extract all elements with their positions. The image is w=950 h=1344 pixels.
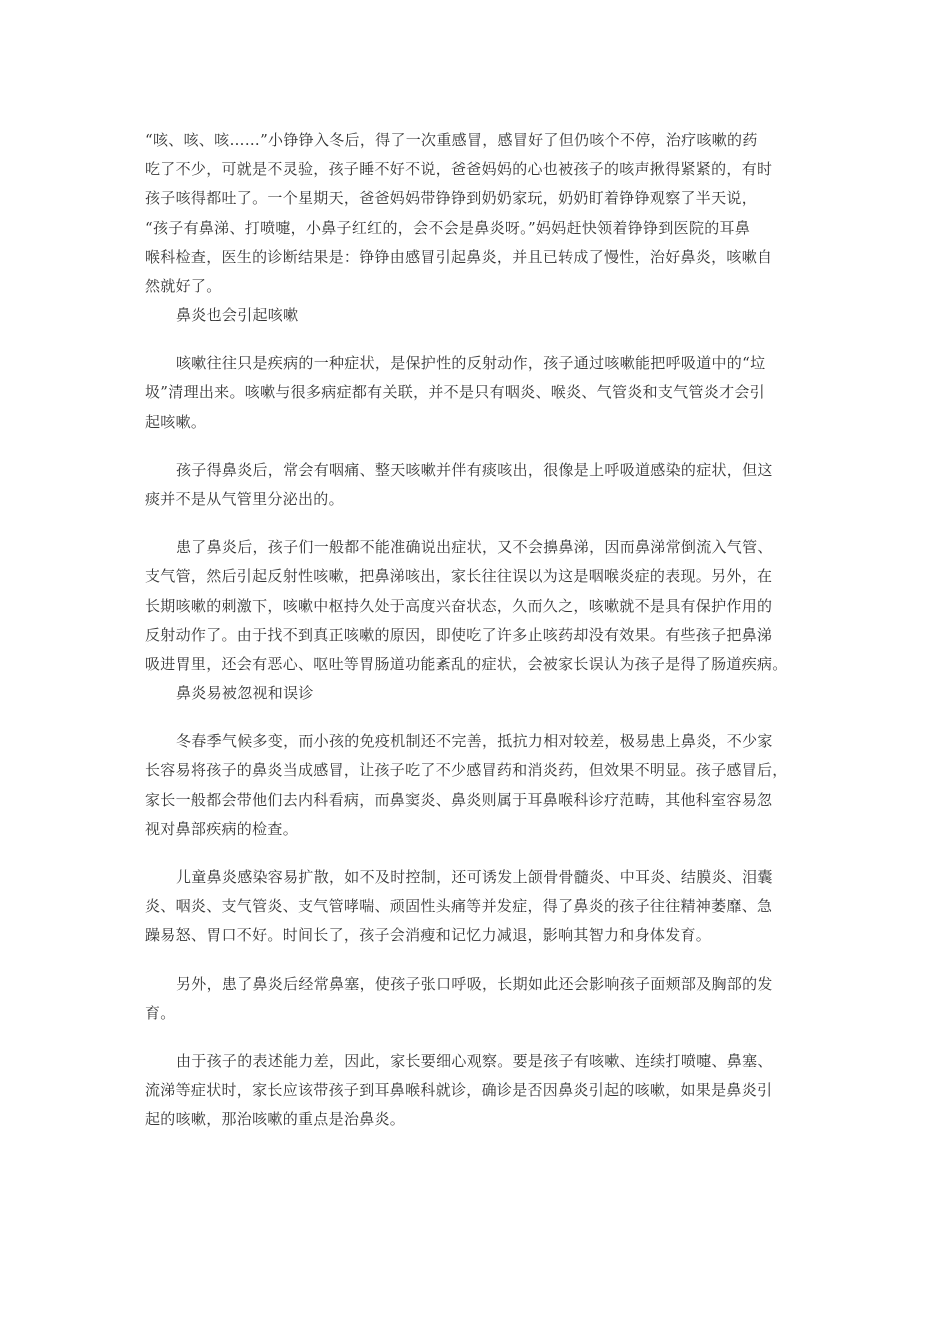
text-line: 吸进胃里，还会有恶心、呕吐等胃肠道功能紊乱的症状，会被家长误认为孩子是得了肠道疾病。 — [145, 655, 788, 674]
text-line: 长期咳嗽的刺激下，咳嗽中枢持久处于高度兴奋状态，久而久之，咳嗽就不是具有保护作用的 — [145, 596, 773, 615]
text-line: 喉科检查，医生的诊断结果是：铮铮由感冒引起鼻炎，并且已转成了慢性，治好鼻炎，咳嗽自 — [145, 247, 773, 266]
intro-paragraph — [145, 126, 807, 301]
text-line: 咳嗽往往只是疾病的一种症状，是保护性的反射动作，孩子通过咳嗽能把呼吸道中的“垃 — [176, 354, 766, 373]
paragraph-7 — [145, 1047, 807, 1135]
text-line: 育。 — [145, 1003, 176, 1022]
text-line: “孩子有鼻涕、打喷嚏，小鼻子红红的，会不会是鼻炎呀。”妈妈赶快领着铮铮到医院的耳鼻 — [145, 218, 751, 237]
text-line: 另外，患了鼻炎后经常鼻塞，使孩子张口呼吸，长期如此还会影响孩子面颊部及胸部的发 — [176, 974, 773, 993]
paragraph-4 — [145, 727, 807, 844]
text-line: 吃了不少，可就是不灵验，孩子睡不好不说，爸爸妈妈的心也被孩子的咳声揪得紧紧的，有时 — [145, 160, 773, 179]
text-line: 流涕等症状时，家长应该带孩子到耳鼻喉科就诊，确诊是否因鼻炎引起的咳嗽，如果是鼻炎引 — [145, 1081, 773, 1100]
text-line: 起咳嗽。 — [145, 412, 207, 431]
text-line: 痰并不是从气管里分泌出的。 — [145, 490, 344, 509]
text-line: 支气管，然后引起反射性咳嗽，把鼻涕咳出，家长往往误以为这是咽喉炎症的表现。另外，在 — [145, 567, 773, 586]
text-line: 患了鼻炎后，孩子们一般都不能准确说出症状，又不会擤鼻涕，因而鼻涕常倒流入气管、 — [176, 538, 773, 557]
text-line: 躁易怒、胃口不好。时间长了，孩子会消瘦和记忆力减退，影响其智力和身体发育。 — [145, 926, 712, 945]
paragraph-2 — [145, 456, 807, 514]
text-line: 孩子咳得都吐了。一个星期天，爸爸妈妈带铮铮到奶奶家玩，奶奶盯着铮铮观察了半天说， — [145, 189, 758, 208]
text-line: 冬春季气候多变，而小孩的免疫机制还不完善，抵抗力相对较差，极易患上鼻炎，不少家 — [176, 732, 773, 751]
text-line: 圾”清理出来。咳嗽与很多病症都有关联，并不是只有咽炎、喉炎、气管炎和支气管炎才会引 — [145, 383, 765, 402]
paragraph-3 — [145, 533, 807, 679]
article-body — [145, 126, 807, 1135]
text-line: 由于孩子的表述能力差，因此，家长要细心观察。要是孩子有咳嗽、连续打喷嚏、鼻塞、 — [176, 1052, 773, 1071]
text-line: 家长一般都会带他们去内科看病，而鼻窦炎、鼻炎则属于耳鼻喉科诊疗范畴，其他科室容易忽 — [145, 790, 773, 809]
paragraph-6 — [145, 970, 807, 1028]
text-line: 长容易将孩子的鼻炎当成感冒，让孩子吃了不少感冒药和消炎药，但效果不明显。孩子感冒后， — [145, 761, 788, 780]
text-line: 视对鼻部疾病的检查。 — [145, 819, 299, 838]
text-line: 炎、咽炎、支气管炎、支气管哮喘、顽固性头痛等并发症，得了鼻炎的孩子往往精神萎靡、急 — [145, 897, 773, 916]
text-line: 反射动作了。由于找不到真正咳嗽的原因，即使吃了许多止咳药却没有效果。有些孩子把鼻涕 — [145, 625, 773, 644]
text-line: “咳、咳、咳……”小铮铮入冬后，得了一次重感冒，感冒好了但仍咳个不停，治疗咳嗽的药 — [145, 131, 758, 149]
section-heading-1: 鼻炎也会引起咳嗽 — [176, 306, 299, 325]
paragraph-5 — [145, 863, 807, 951]
text-line: 起的咳嗽，那治咳嗽的重点是治鼻炎。 — [145, 1110, 406, 1129]
paragraph-1 — [145, 349, 807, 437]
text-line: 儿童鼻炎感染容易扩散，如不及时控制，还可诱发上颌骨骨髓炎、中耳炎、结膜炎、泪囊 — [176, 868, 773, 887]
text-line: 然就好了。 — [145, 277, 222, 296]
text-line: 孩子得鼻炎后，常会有咽痛、整天咳嗽并伴有痰咳出，很像是上呼吸道感染的症状，但这 — [176, 460, 773, 479]
section-heading-2: 鼻炎易被忽视和误诊 — [176, 684, 314, 703]
